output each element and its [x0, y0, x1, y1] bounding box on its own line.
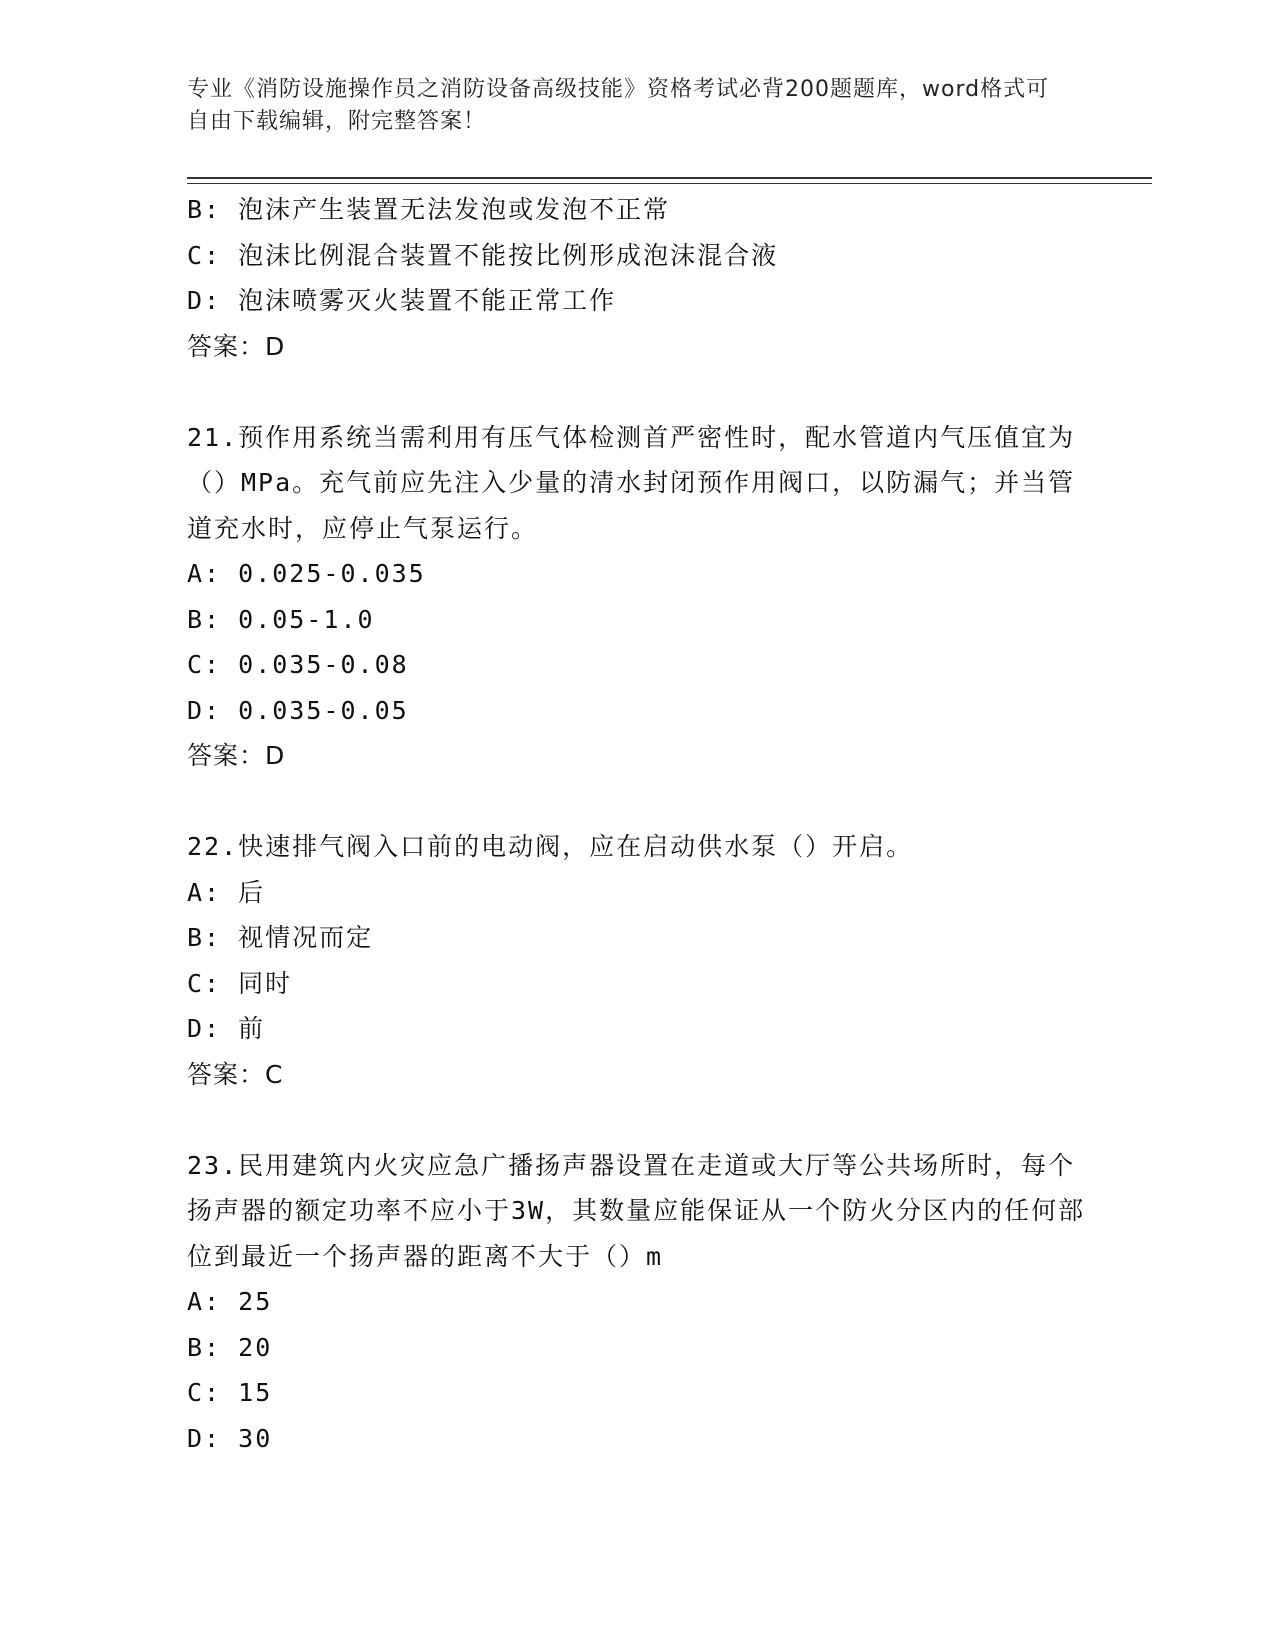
question-22: [187, 824, 1087, 1097]
question-text: 21.预作用系统当需利用有压气体检测首严密性时，配水管道内气压值宜为（）MPa。充气前应先注入少量的清水封闭预作用阀口，以防漏气；并当管道充水时，应停止气泵运行。: [187, 422, 1076, 543]
page-header: 专业《消防设施操作员之消防设备高级技能》资格考试必背200题题库，word格式可自由下载编辑，附完整答案！: [187, 77, 1050, 134]
option-b: B: 视情况而定: [187, 923, 374, 952]
option-c: C: 泡沫比例混合装置不能按比例形成泡沫混合液: [187, 240, 779, 270]
option-d: D: 前: [187, 1014, 266, 1043]
question-23: [187, 1143, 1087, 1462]
question-21: [187, 415, 1087, 779]
answer-line: 答案：D: [187, 331, 286, 361]
question-text: 23.民用建筑内火灾应急广播扬声器设置在走道或大厅等公共场所时，每个扬声器的额定功率不应小于3W，其数量应能保证从一个防火分区内的任何部位到最近一个扬声器的距离不大于（）m: [187, 1150, 1086, 1271]
option-d: D: 泡沫喷雾灭火装置不能正常工作: [187, 286, 617, 315]
document-body: [187, 187, 1087, 1461]
question-text: 22.快速排气阀入口前的电动阀，应在启动供水泵（）开启。: [187, 832, 914, 861]
option-a: A: 25: [187, 1287, 273, 1316]
option-c: C: 同时: [187, 968, 293, 998]
option-b: B: 20: [187, 1332, 273, 1362]
spacer: [187, 369, 1087, 415]
option-d: D: 30: [187, 1423, 273, 1453]
option-d: D: 0.035-0.05: [187, 695, 409, 725]
header-rule: [187, 177, 1152, 184]
option-a: A: 0.025-0.035: [187, 559, 426, 588]
answer-line: 答案：D: [187, 741, 286, 770]
option-b: B: 泡沫产生装置无法发泡或发泡不正常: [187, 195, 671, 224]
answer-line: 答案：C: [187, 1059, 284, 1089]
option-b: B: 0.05-1.0: [187, 604, 375, 634]
spacer: [187, 779, 1087, 825]
previous-question-options: [187, 187, 1087, 324]
option-c: C: 15: [187, 1378, 273, 1407]
option-a: A: 后: [187, 877, 266, 907]
option-c: C: 0.035-0.08: [187, 650, 409, 679]
spacer: [187, 1097, 1087, 1143]
